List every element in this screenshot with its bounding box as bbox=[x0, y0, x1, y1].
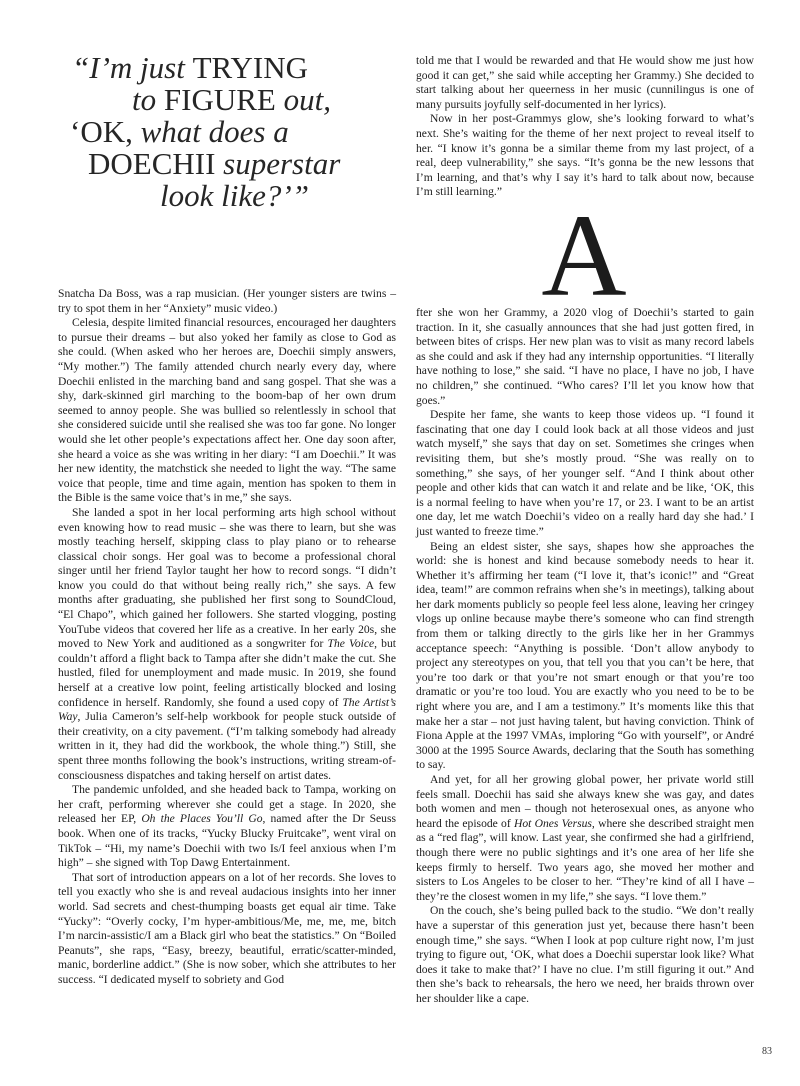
pull-quote bbox=[58, 52, 358, 212]
ep-title: Oh the Places You’ll Go bbox=[141, 812, 263, 826]
paragraph: She landed a spot in her local performing arts high school without even knowing how to read music – she was there to learn, but she was mostly teaching herself, skipping class to play piano or to rehearse classical choir songs. Her goal was to become a professional choral singer until her friend Taylor taught her how to record songs. “I didn’t know you could do that without being really rich,” she says. A few months after graduating, she published her first song to SoundCloud, “El Chapo”, which gained her followers. She started vlogging, posting YouTube videos that covered her life as a creative. In her early 20s, she moved to New York and auditioned as a songwriter for The Voice, but couldn’t afford a flight back to Tampa after she didn’t make the cut. She hustled, filed for unemployment and made music. In 2019, she found herself at a creative low point, feeling artistically blocked and losing confidence in herself. Randomly, she found a used copy of The Artist’s Way, Julia Cameron’s self-help workbook for people stuck outside of their creativity, on a city pavement. (“I’m talking somebody had already written in it, they had did the workbook, the whole thing.”) Still, she spent three months following the book’s instructions, writing stream-of-consciousness dispatches and taking herself on artist dates. bbox=[58, 505, 397, 782]
pull-quote-line-1: “I’m just TRYING bbox=[72, 50, 308, 85]
show-title: Hot Ones Versus, bbox=[513, 816, 595, 830]
drop-cap: A bbox=[541, 190, 627, 321]
pull-quote-line-2: to FIGURE out, bbox=[132, 82, 331, 117]
paragraph: Despite her fame, she wants to keep those videos up. “I found it fascinating that one day I could look back at all those videos and just watch myself,” she says that day on set. Sometimes she cringes when revisiting them, but she’s mostly proud. “She was really on to something,” she says, of her younger self. “And I think about other people and other kids that can watch it and relate and be like, ‘OK, this is a normal feeling to have when you’re 17, or 23. I want to be an artist one day, let me watch Doechii’s video on a really hard day she had.’ I just wanted to freeze time.” bbox=[416, 408, 754, 538]
right-column-body-text bbox=[416, 306, 754, 1007]
paragraph: Snatcha Da Boss, was a rap musician. (Her younger sisters are twins – try to spot them in her “Anxiety” music video.) bbox=[58, 287, 396, 315]
right-column-top-text bbox=[416, 54, 754, 200]
paragraph: Now in her post-Grammys glow, she’s looking forward to what’s next. She’s waiting for the theme of her next project to reveal itself to her. “I know it’s gonna be a similar theme from my last project, of a real, deep vulnerability,” she says. “It’s gonna be the new lessons that I’m learning, and that’s why I say it’s hard to talk about now, because I’m still learning.” bbox=[416, 112, 754, 199]
book-title: The Artist’s Way bbox=[58, 695, 397, 724]
paragraph: On the couch, she’s being pulled back to the studio. “We don’t really have a superstar of this generation just yet, because there hasn’t been enough time,” she says. “When I look at pop culture right now, I’m just trying to figure out, ‘OK, what does a Doechii superstar look like? What does it take to make that?’ I have no clue. I’m still figuring it out.” And then she’s back to rehearsals, the hero we need, her braids thrown over her shoulder like a cape. bbox=[416, 904, 754, 1005]
show-title: The Voice bbox=[327, 637, 375, 651]
paragraph: That sort of introduction appears on a lot of her records. She loves to tell you exactly who she is and reveal audacious insights into her inner world. Sad secrets and chest-thumping boasts get equal air time. Take “Yucky”: “Overly cocky, I’m hyper-ambitious/Me, me, me, me, bitch I’m narcin-assistic/I am a Black girl who beat the statistics.” On “Boiled Peanuts”, she raps, “Easy, breezy, beautiful, erratic/scatter-minded, manic, borderline addict.” (She is now sober, which she attributes to her success. “I dedicated myself to sobriety and God bbox=[58, 870, 396, 986]
pull-quote-line-4: DOECHII superstar bbox=[88, 146, 341, 181]
paragraph: Being an eldest sister, she says, shapes how she approaches the world: she is honest and kind because somebody needs to hear it. Whether it’s affirming her team (“I love it, that’s iconic!” and “Great idea, team!” are common refrains when she’s in meetings), talking about her dark moments publicly so people feel less alone, leaving her cringey vlogs up online because maybe there’s someone who can find strength from them or talking directly to the girls like her in her Grammys acceptance speech: “Anything is possible. ‘Don’t allow anybody to project any stereotypes on you, that tell you that you can’t be here, that you’re too dark or that you’re not smart enough or that you’re too dramatic or you’re too loud. You are exactly who you need to be to be right where you are, and I am a testimony.” It’s moments like this that make her a star – not just having talent, but having conviction. Think of Fiona Apple at the 1997 VMAs, imploring “Go with yourself”, or André 3000 at the 1995 Source Awards, declaring that the South has something to say. bbox=[416, 539, 754, 772]
pull-quote-line-5: look like?’” bbox=[160, 178, 309, 213]
paragraph: told me that I would be rewarded and that He would show me just how good it can get,” she said while accepting her Grammy.) She decided to start talking about her queerness in her music (cunnilingus is one of many pursuits joyfully self-documented in her lyrics). bbox=[416, 54, 754, 111]
pull-quote-line-3: ‘OK, what does a bbox=[70, 114, 289, 149]
page-number: 83 bbox=[762, 1046, 772, 1057]
paragraph: And yet, for all her growing global power, her private world still feels small. Doechii has said she always knew she was gay, and dates both women and men – though not heterosexual ones, as anyone who heard the episode of Hot Ones Versus, where she described straight men as a “red flag”, will know. Last year, she confirmed she had a girlfriend, though there were no public sightings and it’s one area of her life she keeps firmly to herself. Two years ago, she moved her mother and sisters to Los Angeles to be closer to her. “They’re kind of all I have – they’re the closest women in my life,” she says. “I love them.” bbox=[416, 773, 754, 903]
paragraph: Celesia, despite limited financial resources, encouraged her daughters to pursue their dreams – but also yoked her family as close to God as she could. (When asked who her heroes are, Doechii simply answers, “My mother.”) The family attended church nearly every day, where Doechii enlisted in the marching band and sang gospel. That she was a shy, dark-skinned girl marching to the boom-bap of her own drum seemed to annoy people. She was bullied so relentlessly in school that she considered suicide until she realised she was too far gone. No longer would she let other people’s expectations affect her. One day soon after, she heard a voice as she was writing in her diary: “I am Doechii.” It was her new identity, the matchstick she needed to light the way. “The same voice that people, time and time again, mention has spoken to them in the Bible is the same voice that’s in me,” she says. bbox=[58, 316, 396, 505]
paragraph: The pandemic unfolded, and she headed back to Tampa, working on her craft, performing wherever she could get a stage. In 2020, she released her EP, Oh the Places You’ll Go, named after the Dr Seuss book. When one of its tracks, “Yucky Blucky Fruitcake”, went viral on TikTok – “Hi, my name’s Doechii with two Is/I feel anxious when I’m high” – she signed with Top Dawg Entertainment. bbox=[58, 783, 397, 870]
left-column-body-text bbox=[58, 287, 396, 988]
paragraph: fter she won her Grammy, a 2020 vlog of Doechii’s started to gain traction. In it, she casually announces that she had just gotten fired, in between bites of crisps. Her new plan was to visit as many record labels as she could and ask if they had any internship opportunities. “I literally have nothing to lose,” she said. “I have no place, I have no job, I have no children,” she continued. “Who cares? I’ll let you know how that goes.” bbox=[416, 306, 754, 407]
